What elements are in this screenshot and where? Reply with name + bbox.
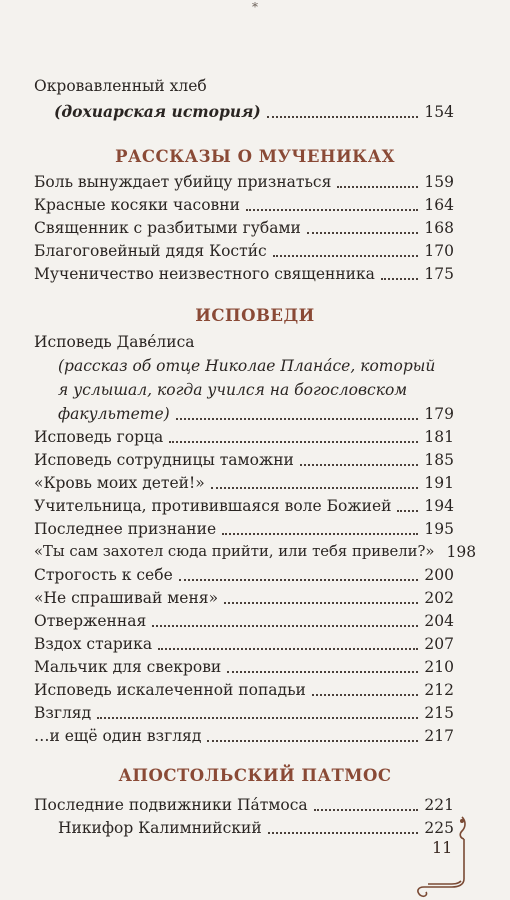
toc-entry <box>34 262 454 284</box>
section-heading-martyrs: РАССКАЗЫ О МУЧЕНИКАХ <box>115 147 395 166</box>
dot-leader <box>97 716 418 719</box>
toc-entry-title: Отверженная <box>34 612 147 630</box>
dot-leader <box>268 831 419 834</box>
dot-leader <box>267 115 419 118</box>
toc-entry-page: 225 <box>424 819 454 837</box>
toc-entry-title: «Кровь моих детей!» <box>34 474 205 492</box>
toc-entry-title: Исповедь горца <box>34 428 164 446</box>
toc-entry-title: факультете) <box>58 405 170 423</box>
dot-leader <box>312 693 419 696</box>
dot-leader <box>246 208 418 211</box>
dot-leader <box>211 486 419 489</box>
toc-entry-page: 154 <box>424 103 454 121</box>
toc-entry-title: …и ещё один взгляд <box>34 727 202 745</box>
toc-entry-title: Никифор Калимнийский <box>58 819 262 837</box>
toc-entry <box>34 494 454 516</box>
toc-entry-title: (дохиарская история) <box>54 102 261 121</box>
toc-entry <box>34 425 454 447</box>
dot-leader <box>307 231 419 234</box>
dot-leader <box>152 624 418 627</box>
toc-entry-page: 210 <box>424 658 454 676</box>
dot-leader <box>222 532 418 535</box>
dot-leader <box>224 601 418 604</box>
toc-entry <box>34 586 454 608</box>
toc-entry <box>34 170 454 192</box>
dot-leader <box>169 440 418 443</box>
toc-entry-title: Благоговейный дядя Кости́с <box>34 242 267 260</box>
dot-leader <box>158 647 418 650</box>
toc-entry <box>34 517 454 539</box>
dot-leader <box>300 463 419 466</box>
toc-entry-page: 217 <box>424 727 454 745</box>
toc-entry-title: Священник с разбитыми губами <box>34 219 301 237</box>
toc-entry <box>58 402 454 424</box>
page-number: 11 <box>432 838 453 857</box>
toc-entry <box>34 471 454 493</box>
toc-entry-page: 159 <box>424 173 454 191</box>
toc-entry-page: 191 <box>424 474 454 492</box>
toc-entry-subtitle: я услышал, когда учился на богословском <box>58 381 408 399</box>
toc-entry-subtitle: (рассказ об отце Николае Плана́се, который <box>58 357 436 375</box>
section-heading-confessions: ИСПОВЕДИ <box>195 306 315 325</box>
toc-entry-page: 168 <box>424 219 454 237</box>
toc-entry-title: Окровавленный хлеб <box>34 77 207 95</box>
dot-leader <box>176 417 419 420</box>
toc-entry-page: 194 <box>424 497 454 515</box>
toc-entry-title: Красные косяки часовни <box>34 196 240 214</box>
toc-entry <box>34 100 454 122</box>
toc-entry <box>34 216 454 238</box>
toc-entry <box>34 563 454 585</box>
toc-entry-page: 179 <box>424 405 454 423</box>
top-mark: * <box>252 0 258 14</box>
page-ornament-icon <box>414 815 474 900</box>
toc-entry <box>34 678 454 700</box>
toc-entry-page: 215 <box>424 704 454 722</box>
dot-leader <box>227 670 418 673</box>
toc-entry-title: Последние подвижники Па́тмоса <box>34 796 308 814</box>
dot-leader <box>273 254 419 257</box>
toc-entry-page: 200 <box>424 566 454 584</box>
toc-entry <box>34 193 454 215</box>
toc-entry <box>34 239 454 261</box>
toc-entry-title: Взгляд <box>34 704 92 722</box>
toc-entry-title: Мальчик для свекрови <box>34 658 222 676</box>
toc-entry <box>34 793 454 815</box>
toc-entry-title: Мученичество неизвестного священника <box>34 265 375 283</box>
toc-entry <box>34 724 454 746</box>
toc-entry-title: Вздох старика <box>34 635 153 653</box>
toc-entry-page: 221 <box>424 796 454 814</box>
toc-entry-page: 181 <box>424 428 454 446</box>
toc-entry <box>34 448 454 470</box>
toc-entry-page: 198 <box>446 543 477 561</box>
dot-leader <box>397 509 418 512</box>
toc-entry <box>34 609 454 631</box>
toc-entry-page: 207 <box>424 635 454 653</box>
toc-entry-title: Исповедь сотрудницы таможни <box>34 451 294 469</box>
toc-entry <box>34 701 454 723</box>
toc-entry-page: 202 <box>424 589 454 607</box>
section-heading-patmos: АПОСТОЛЬСКИЙ ПАТМОС <box>118 766 392 785</box>
dot-leader <box>314 808 419 811</box>
toc-entry-page: 204 <box>424 612 454 630</box>
toc-entry-page: 175 <box>424 265 454 283</box>
toc-entry-page: 170 <box>424 242 454 260</box>
toc-entry-page: 164 <box>424 196 454 214</box>
toc-entry <box>58 816 454 838</box>
dot-leader <box>179 578 419 581</box>
toc-entry-title: Исповедь искалеченной попадьи <box>34 681 306 699</box>
toc-entry-page: 195 <box>424 520 454 538</box>
toc-entry <box>34 540 477 562</box>
dot-leader <box>337 185 418 188</box>
toc-entry-title: Строгость к себе <box>34 566 173 584</box>
toc-entry-title: «Не спрашивай меня» <box>34 589 219 607</box>
toc-entry-title: Последнее признание <box>34 520 217 538</box>
toc-entry <box>34 632 454 654</box>
toc-entry-title: «Ты сам захотел сюда прийти, или тебя привели?» <box>34 543 435 560</box>
dot-leader <box>207 739 418 742</box>
toc-entry-title: Исповедь Даве́лиса <box>34 333 195 351</box>
toc-entry-page: 212 <box>424 681 454 699</box>
toc-entry-title: Боль вынуждает убийцу признаться <box>34 173 332 191</box>
toc-entry-title: Учительница, противившаяся воле Божией <box>34 497 392 515</box>
toc-entry-page: 185 <box>424 451 454 469</box>
toc-entry <box>34 655 454 677</box>
dot-leader <box>381 277 418 280</box>
